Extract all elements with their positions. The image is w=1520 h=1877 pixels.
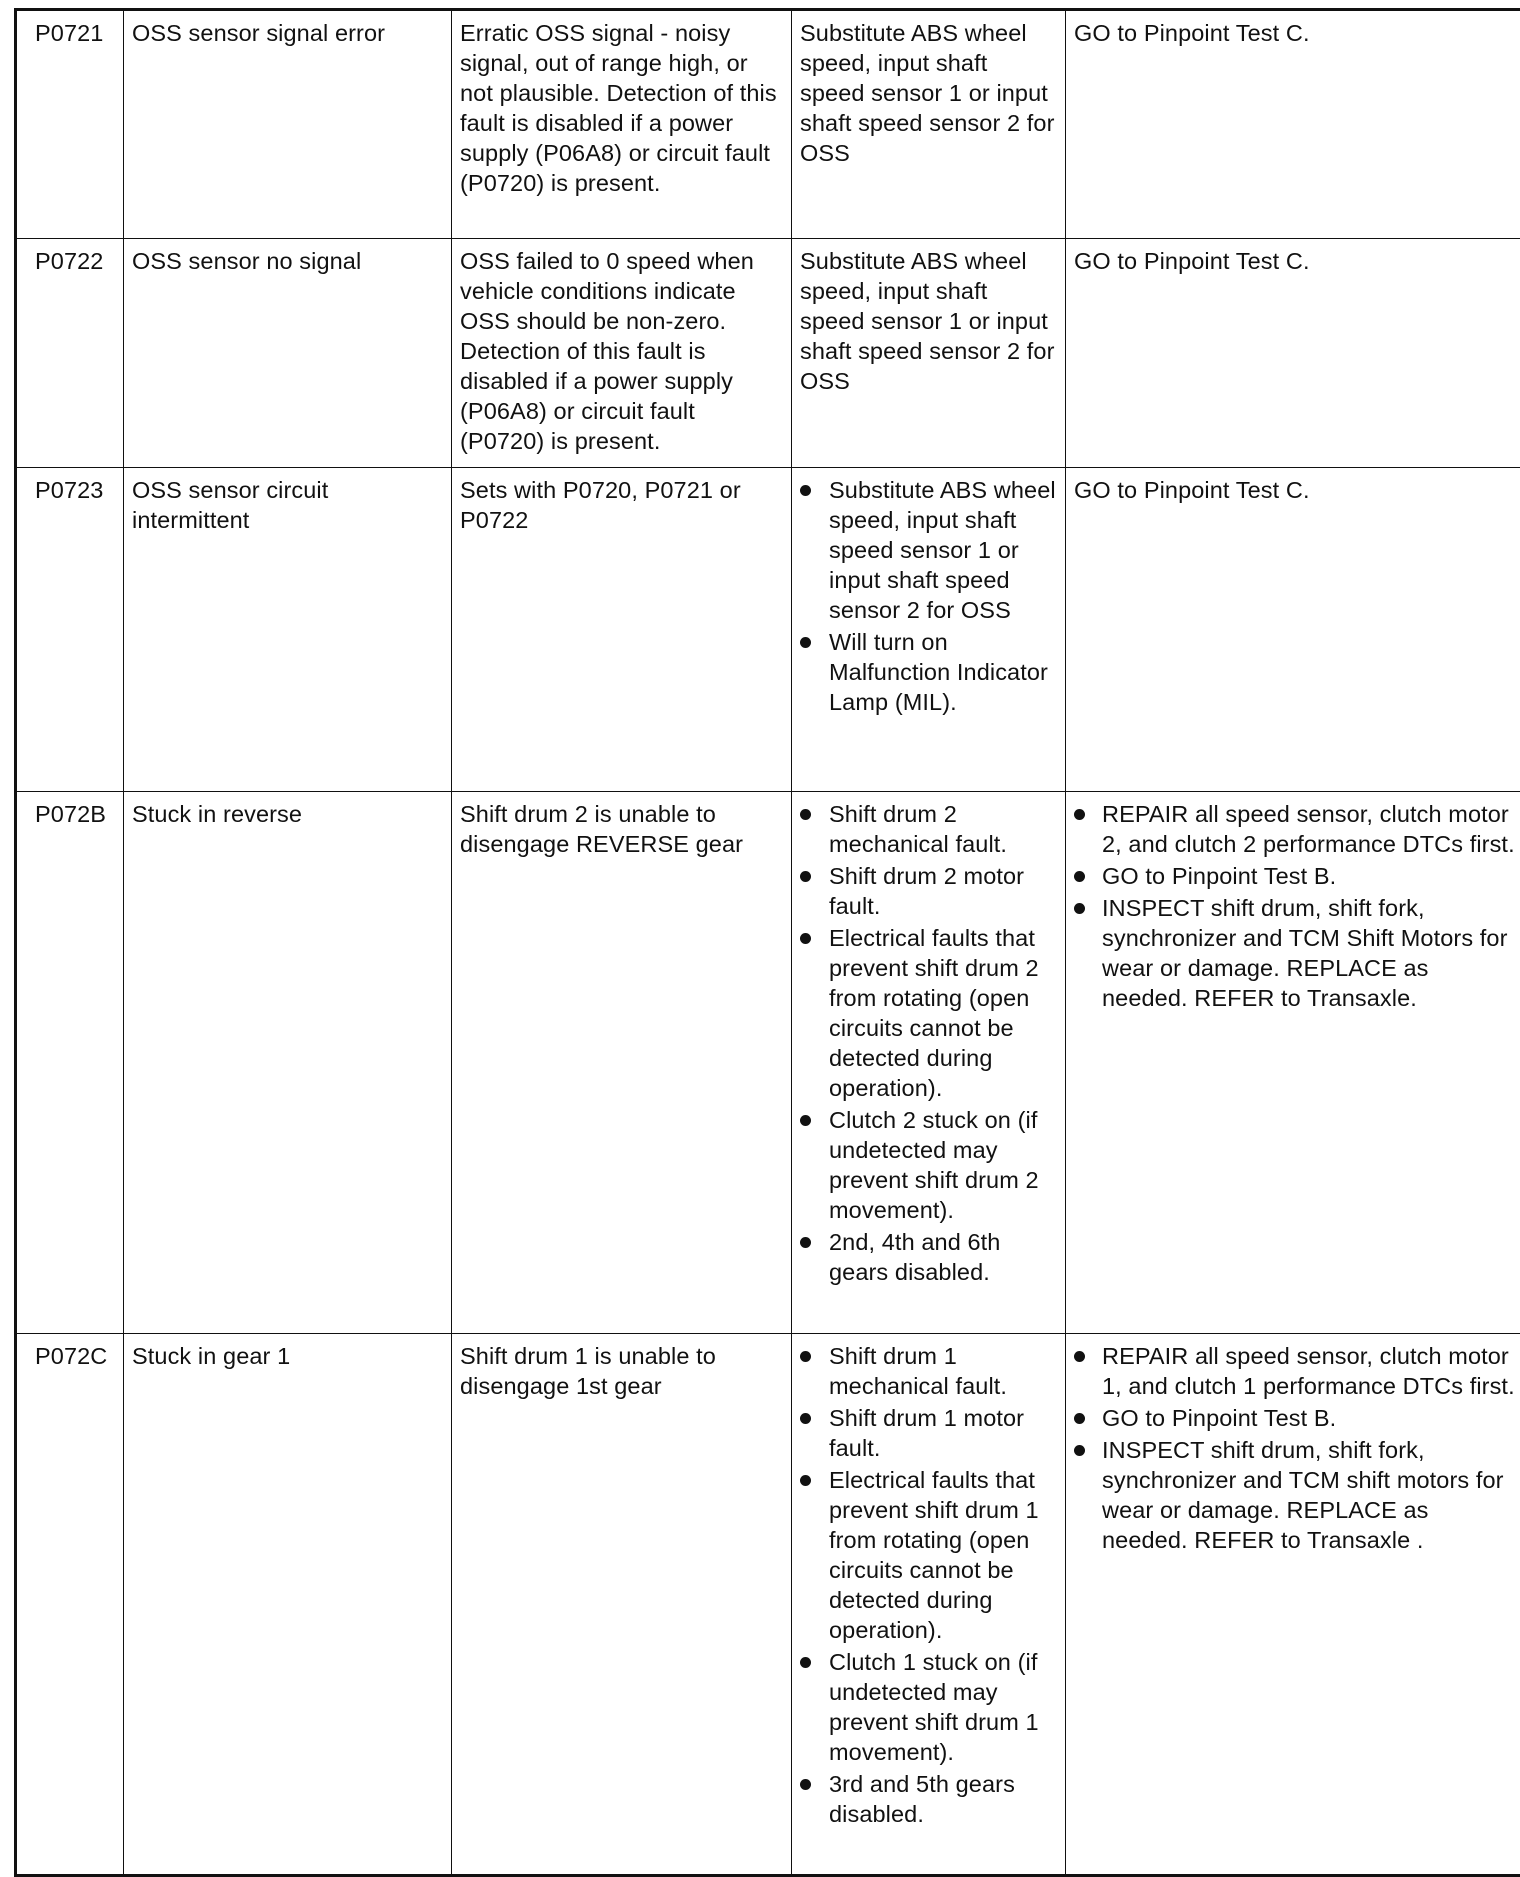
table-row xyxy=(16,239,1520,468)
dtc-condition: OSS failed to 0 speed when vehicle conditions indicate OSS should be non-zero. Detection of this fault is disabled if a power supply (P06A8) or circuit fault (P0720) is present. xyxy=(452,239,792,468)
symptom-list xyxy=(800,475,1058,717)
dtc-description: Stuck in reverse xyxy=(124,792,452,1334)
dtc-condition: Erratic OSS signal - noisy signal, out of range high, or not plausible. Detection of this fault is disabled if a power supply (P06A8) or circuit fault (P0720) is present. xyxy=(452,10,792,239)
action-item: INSPECT shift drum, shift fork, synchronizer and TCM Shift Motors for wear or damage. REPLACE as needed. REFER to Transaxle. xyxy=(1074,893,1515,1013)
symptom-list xyxy=(800,1341,1058,1829)
action-item: REPAIR all speed sensor, clutch motor 1, and clutch 1 performance DTCs first. xyxy=(1074,1341,1515,1401)
symptom-item: Clutch 2 stuck on (if undetected may prevent shift drum 2 movement). xyxy=(800,1105,1058,1225)
symptom-item: Clutch 1 stuck on (if undetected may prevent shift drum 1 movement). xyxy=(800,1647,1058,1767)
dtc-actions-cell xyxy=(1066,1334,1520,1876)
symptom-item: Shift drum 1 mechanical fault. xyxy=(800,1341,1058,1401)
dtc-description: OSS sensor signal error xyxy=(124,10,452,239)
dtc-symptoms-cell xyxy=(792,468,1066,792)
dtc-action: GO to Pinpoint Test C. xyxy=(1066,10,1520,239)
action-item: INSPECT shift drum, shift fork, synchronizer and TCM shift motors for wear or damage. REPLACE as needed. REFER to Transaxle . xyxy=(1074,1435,1515,1555)
dtc-symptom: Substitute ABS wheel speed, input shaft speed sensor 1 or input shaft speed sensor 2 for OSS xyxy=(792,239,1066,468)
dtc-condition: Sets with P0720, P0721 or P0722 xyxy=(452,468,792,792)
dtc-action: GO to Pinpoint Test C. xyxy=(1066,468,1520,792)
symptom-item: Electrical faults that prevent shift drum 1 from rotating (open circuits cannot be detected during operation). xyxy=(800,1465,1058,1645)
table-row xyxy=(16,10,1520,239)
dtc-action: GO to Pinpoint Test C. xyxy=(1066,239,1520,468)
action-list xyxy=(1074,1341,1515,1555)
symptom-list xyxy=(800,799,1058,1287)
action-item: GO to Pinpoint Test B. xyxy=(1074,861,1515,891)
action-list xyxy=(1074,799,1515,1013)
symptom-item: Shift drum 2 mechanical fault. xyxy=(800,799,1058,859)
dtc-code: P0722 xyxy=(16,239,124,468)
symptom-item: 3rd and 5th gears disabled. xyxy=(800,1769,1058,1829)
dtc-condition: Shift drum 2 is unable to disengage REVERSE gear xyxy=(452,792,792,1334)
symptom-item: Will turn on Malfunction Indicator Lamp (MIL). xyxy=(800,627,1058,717)
dtc-description: OSS sensor no signal xyxy=(124,239,452,468)
dtc-table xyxy=(14,8,1520,1877)
table-row xyxy=(16,468,1520,792)
dtc-description: Stuck in gear 1 xyxy=(124,1334,452,1876)
symptom-item: Electrical faults that prevent shift drum 2 from rotating (open circuits cannot be detected during operation). xyxy=(800,923,1058,1103)
table-row xyxy=(16,1334,1520,1876)
dtc-table-body xyxy=(16,10,1520,1876)
dtc-code: P072B xyxy=(16,792,124,1334)
action-item: GO to Pinpoint Test B. xyxy=(1074,1403,1515,1433)
dtc-condition: Shift drum 1 is unable to disengage 1st gear xyxy=(452,1334,792,1876)
symptom-item: Shift drum 2 motor fault. xyxy=(800,861,1058,921)
table-row xyxy=(16,792,1520,1334)
dtc-actions-cell xyxy=(1066,792,1520,1334)
dtc-code: P072C xyxy=(16,1334,124,1876)
action-item: REPAIR all speed sensor, clutch motor 2, and clutch 2 performance DTCs first. xyxy=(1074,799,1515,859)
symptom-item: Shift drum 1 motor fault. xyxy=(800,1403,1058,1463)
dtc-symptoms-cell xyxy=(792,792,1066,1334)
dtc-description: OSS sensor circuit intermittent xyxy=(124,468,452,792)
dtc-symptoms-cell xyxy=(792,1334,1066,1876)
dtc-code: P0721 xyxy=(16,10,124,239)
symptom-item: Substitute ABS wheel speed, input shaft speed sensor 1 or input shaft speed sensor 2 for OSS xyxy=(800,475,1058,625)
dtc-symptom: Substitute ABS wheel speed, input shaft speed sensor 1 or input shaft speed sensor 2 for OSS xyxy=(792,10,1066,239)
symptom-item: 2nd, 4th and 6th gears disabled. xyxy=(800,1227,1058,1287)
dtc-code: P0723 xyxy=(16,468,124,792)
